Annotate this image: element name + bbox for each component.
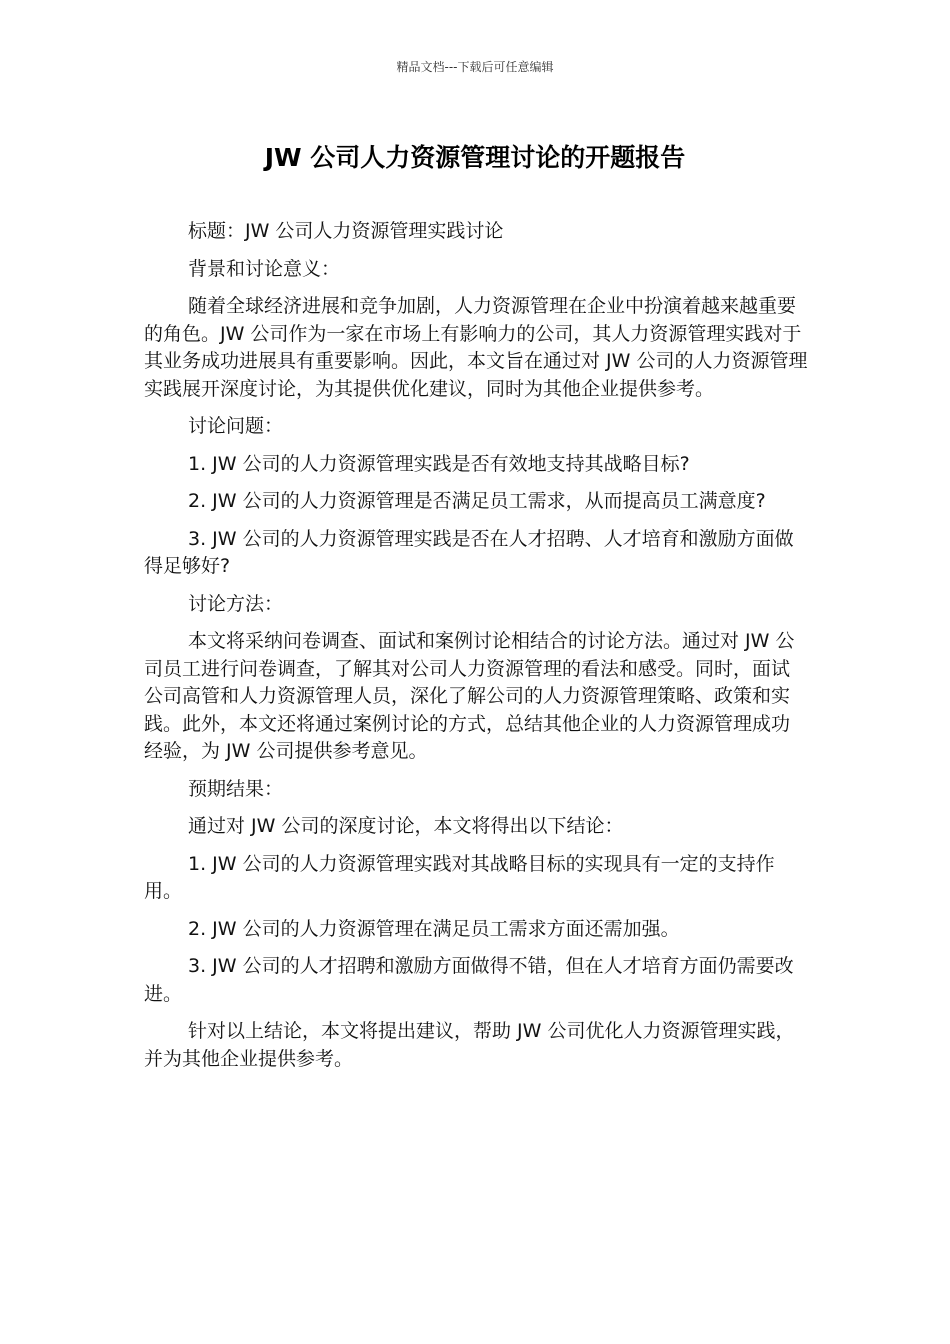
result-item-2: 2. JW 公司的人力资源管理在满足员工需求方面还需加强。 <box>188 917 680 940</box>
document-title: JW 公司人力资源管理讨论的开题报告 <box>264 143 686 172</box>
question-item-3: 3. JW 公司的人力资源管理实践是否在人才招聘、人才培育和激励方面做得足够好? <box>144 527 794 577</box>
paragraph-background: 随着全球经济进展和竞争加剧，人力资源管理在企业中扮演着越来越重要的角色。JW 公司作为一家在市场上有影响力的公司，其人力资源管理实践对于其业务成功进展具有重要影响。因此，本文旨在通过对 JW 公司的人力资源管理实践展开深度讨论，为其提供优化建议，同时为其他企业提供参考。 <box>144 295 808 400</box>
question-item-2: 2. JW 公司的人力资源管理是否满足员工需求，从而提高员工满意度? <box>188 490 766 512</box>
result-item-3: 3. JW 公司的人才招聘和激励方面做得不错，但在人才培育方面仍需要改进。 <box>144 955 794 1005</box>
heading-questions: 讨论问题： <box>188 415 284 437</box>
question-item-1: 1. JW 公司的人力资源管理实践是否有效地支持其战略目标? <box>188 452 690 475</box>
paragraph-method: 本文将采纳问卷调查、面试和案例讨论相结合的讨论方法。通过对 JW 公司员工进行问卷调查，了解其对公司人力资源管理的看法和感受。同时，面试公司高管和人力资源管理人员，深化了解公司的人力资源管理策略、政策和实践。此外，本文还将通过案例讨论的方式，总结其他企业的人力资源管理成功经验，为 JW 公司提供参考意见。 <box>144 630 795 762</box>
document-body <box>144 218 808 1083</box>
paragraph-conclusion: 针对以上结论，本文将提出建议，帮助 JW 公司优化人力资源管理实践，并为其他企业提供参考。 <box>144 1020 795 1070</box>
heading-background: 背景和讨论意义： <box>188 257 341 280</box>
result-item-1: 1. JW 公司的人力资源管理实践对其战略目标的实现具有一定的支持作用。 <box>144 852 775 902</box>
paragraph-results-intro: 通过对 JW 公司的深度讨论，本文将得出以下结论： <box>188 815 624 837</box>
heading-method: 讨论方法： <box>188 592 284 615</box>
paragraph-title-line: 标题：JW 公司人力资源管理实践讨论 <box>188 220 504 242</box>
page-header-note: 精品文档---下载后可任意编辑 <box>396 60 554 74</box>
heading-expected-results: 预期结果： <box>188 777 284 800</box>
